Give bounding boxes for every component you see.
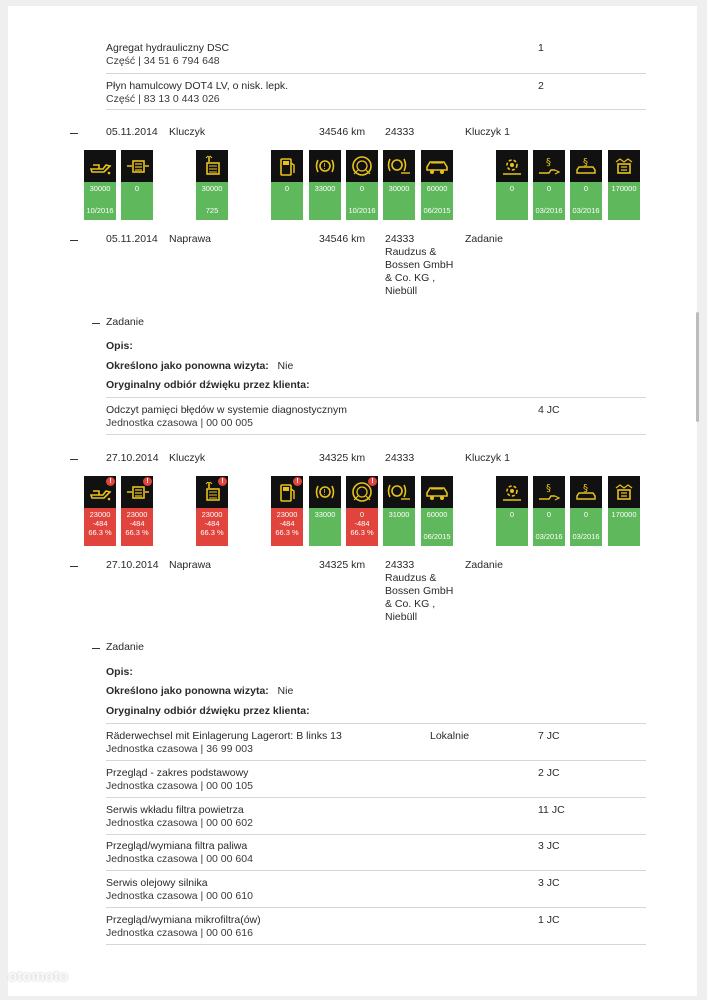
entry-mileage: 34546 km	[319, 126, 366, 138]
service-tile-status	[383, 182, 415, 220]
revisit-row	[106, 360, 293, 373]
job-name: Przegląd/wymiana mikrofiltra(ów)	[106, 914, 261, 926]
tile-date: 03/2016	[535, 206, 563, 215]
service-tile	[196, 150, 228, 220]
tile-delta	[84, 193, 116, 200]
tile-date: 66.3 %	[200, 528, 224, 537]
fuel-icon	[271, 150, 303, 182]
entry-extra: Zadanie	[465, 559, 503, 571]
tile-value: 0	[509, 510, 515, 519]
svg-text:§: §	[546, 483, 551, 494]
tile-value: 60000	[426, 184, 448, 193]
entry-dealer: 24333 Raudzus & Bossen GmbH & Co. KG , Niebüll	[385, 233, 454, 297]
service-tile-status	[608, 508, 640, 546]
tile-delta	[383, 193, 415, 200]
front-brakes-icon	[309, 150, 341, 182]
service-tile-status	[608, 182, 640, 220]
service-tile-status	[421, 508, 453, 546]
revisit-label: Określono jako ponowna wizyta:	[106, 360, 269, 372]
tile-value: 33000	[314, 184, 336, 193]
job-qty: 11 JC	[538, 804, 565, 816]
cabin-filter-icon	[121, 150, 153, 182]
service-tile-status	[346, 182, 378, 220]
tile-delta: -484	[92, 519, 108, 528]
service-tile-status	[121, 508, 153, 546]
entry-dealer: 24333	[385, 126, 415, 138]
warning-icon: !	[293, 477, 302, 486]
job-name: Serwis wkładu filtra powietrza	[106, 804, 244, 816]
oil-icon	[84, 476, 116, 508]
service-tile	[84, 476, 116, 546]
tile-value: 33000	[314, 510, 336, 519]
job-code: Jednostka czasowa | 36 99 003	[106, 743, 253, 755]
sound-label: Oryginalny odbiór dźwięku przez klienta:	[106, 379, 310, 391]
tile-value: 30000	[388, 184, 410, 193]
tile-delta	[533, 193, 565, 200]
tile-date: 03/2016	[535, 532, 563, 541]
service-tile-status	[271, 508, 303, 546]
job-location: Lokalnie	[430, 730, 470, 742]
vehicle-check-icon	[421, 150, 453, 182]
job-code: Jednostka czasowa | 00 00 604	[106, 853, 253, 865]
service-tile	[496, 150, 528, 220]
part-name: Płyn hamulcowy DOT4 LV, o nisk. lepk.	[106, 80, 289, 92]
tile-delta	[346, 193, 378, 200]
spark-plug-icon	[608, 476, 640, 508]
divider	[106, 870, 646, 871]
tile-date: 06/2015	[423, 532, 451, 541]
tile-value: 0	[284, 184, 290, 193]
service-tile-status	[309, 508, 341, 546]
tile-date: 66.3 %	[88, 528, 112, 537]
entry-date: 05.11.2014	[106, 233, 158, 245]
divider	[106, 907, 646, 908]
tile-value: 0	[546, 184, 552, 193]
service-tile-status	[346, 508, 378, 546]
svg-text:!: !	[323, 488, 327, 497]
service-tile-status	[383, 508, 415, 546]
part-number: Część | 34 51 6 794 648	[106, 55, 220, 67]
job-code: Jednostka czasowa | 00 00 610	[106, 890, 253, 902]
warning-icon: !	[143, 477, 152, 486]
description-label: Opis:	[106, 666, 133, 678]
entry-dealer: 24333 Raudzus & Bossen GmbH & Co. KG , Niebüll	[385, 559, 454, 623]
entry-extra: Kluczyk 1	[465, 126, 510, 138]
service-tile	[121, 150, 153, 220]
job-name: Odczyt pamięci błędów w systemie diagnostycznym	[106, 404, 348, 416]
service-indicator-row	[8, 476, 697, 548]
service-history-page	[8, 6, 697, 996]
watermark: otomoto	[8, 968, 68, 985]
job-name: Przegląd/wymiana filtra paliwa	[106, 840, 248, 852]
collapse-toggle[interactable]	[70, 566, 78, 567]
task-title: Zadanie	[106, 316, 144, 328]
service-tile	[84, 150, 116, 220]
entry-date: 27.10.2014	[106, 559, 159, 571]
service-tile-status	[533, 182, 565, 220]
tile-delta	[533, 519, 565, 526]
entry-date: 05.11.2014	[106, 126, 158, 138]
svg-text:§: §	[583, 483, 588, 494]
job-code: Jednostka czasowa | 00 00 005	[106, 417, 253, 429]
tile-date: 725	[205, 206, 219, 215]
scrollbar[interactable]	[696, 312, 699, 422]
tile-delta	[421, 193, 453, 200]
service-tile	[309, 476, 341, 546]
fuel-filter-icon	[196, 476, 228, 508]
entry-extra: Kluczyk 1	[465, 452, 510, 464]
tile-date: 10/2016	[348, 206, 376, 215]
job-qty: 3 JC	[538, 840, 560, 852]
service-tile	[346, 476, 378, 546]
tile-date: 66.3 %	[125, 528, 149, 537]
service-tile	[533, 476, 565, 546]
tile-date: 03/2016	[572, 206, 600, 215]
tile-delta	[608, 193, 640, 200]
service-tile-status	[196, 508, 228, 546]
tile-value: 0	[546, 510, 552, 519]
svg-text:§: §	[583, 157, 588, 168]
entry-type: Naprawa	[169, 559, 212, 571]
tile-value: 0	[359, 184, 365, 193]
tile-value: 23000	[201, 510, 223, 519]
tile-value: 30000	[201, 184, 223, 193]
service-tile	[196, 476, 228, 546]
job-code: Jednostka czasowa | 00 00 602	[106, 817, 253, 829]
warning-icon: !	[218, 477, 227, 486]
entry-extra: Zadanie	[465, 233, 503, 245]
entry-type: Kluczyk	[169, 126, 206, 138]
service-tile	[570, 476, 602, 546]
job-name: Przegląd - zakres podstawowy	[106, 767, 249, 779]
rear-brakes-icon	[383, 476, 415, 508]
collapse-toggle[interactable]	[70, 133, 78, 134]
rear-brakes-icon	[383, 150, 415, 182]
tile-delta: -484	[204, 519, 220, 528]
service-tile-status	[121, 182, 153, 220]
entry-dealer: 24333	[385, 452, 415, 464]
divider	[106, 434, 646, 435]
service-tile	[383, 150, 415, 220]
job-code: Jednostka czasowa | 00 00 105	[106, 780, 253, 792]
tile-delta	[383, 519, 415, 526]
service-tile-status	[309, 182, 341, 220]
collapse-toggle[interactable]	[70, 459, 78, 460]
service-tile-status	[496, 182, 528, 220]
service-indicator-row	[8, 150, 697, 222]
revisit-label: Określono jako ponowna wizyta:	[106, 685, 269, 697]
tile-delta	[309, 193, 341, 200]
brake-fluid-icon	[346, 150, 378, 182]
tile-value: 60000	[426, 510, 448, 519]
tile-date: 03/2016	[572, 532, 600, 541]
divider	[106, 834, 646, 835]
service-tile	[421, 150, 453, 220]
service-tile	[496, 476, 528, 546]
divider	[106, 397, 646, 398]
tile-delta	[196, 193, 228, 200]
divider	[106, 760, 646, 761]
tile-value: 31000	[388, 510, 410, 519]
tile-delta: -484	[354, 519, 370, 528]
tile-delta	[121, 193, 153, 200]
revisit-value: Nie	[277, 685, 294, 697]
service-tile-status	[570, 508, 602, 546]
divider	[106, 723, 646, 724]
job-qty: 7 JC	[538, 730, 560, 742]
service-tile-status	[570, 182, 602, 220]
spark-plug-icon	[608, 150, 640, 182]
service-tile-status	[84, 508, 116, 546]
tile-date: 66.3 %	[350, 528, 374, 537]
vehicle-check-icon	[421, 476, 453, 508]
job-name: Räderwechsel mit Einlagerung Lagerort: B links 13	[106, 730, 342, 742]
job-qty: 4 JC	[538, 404, 560, 416]
tile-delta	[570, 193, 602, 200]
warning-icon: !	[368, 477, 377, 486]
tile-delta	[309, 519, 341, 526]
tile-delta	[421, 519, 453, 526]
divider	[106, 944, 646, 945]
job-qty: 1 JC	[538, 914, 560, 926]
service-tile	[383, 476, 415, 546]
tile-date: 10/2016	[86, 206, 114, 215]
service-tile-status	[84, 182, 116, 220]
service-tile-status	[421, 182, 453, 220]
entry-type: Naprawa	[169, 233, 212, 245]
job-qty: 3 JC	[538, 877, 560, 889]
part-qty: 1	[538, 42, 544, 54]
task-title: Zadanie	[106, 641, 144, 653]
part-number: Część | 83 13 0 443 026	[106, 93, 220, 105]
revisit-value: Nie	[277, 360, 294, 372]
job-code: Jednostka czasowa | 00 00 616	[106, 927, 253, 939]
collapse-toggle[interactable]	[70, 240, 78, 241]
divider	[106, 73, 646, 74]
tile-delta: -484	[279, 519, 295, 528]
tile-delta	[570, 519, 602, 526]
vehicle-inspection-icon	[570, 150, 602, 182]
tile-value: 170000	[611, 184, 637, 193]
tile-delta: -484	[129, 519, 145, 528]
job-qty: 2 JC	[538, 767, 560, 779]
service-tile	[121, 476, 153, 546]
entry-mileage: 34325 km	[319, 452, 366, 464]
tile-delta	[496, 519, 528, 526]
svg-text:!: !	[323, 162, 327, 171]
vehicle-inspection-icon	[570, 476, 602, 508]
tile-value: 0	[134, 184, 140, 193]
emission-inspection-icon	[533, 150, 565, 182]
service-tile-status	[533, 508, 565, 546]
tile-value: 0	[509, 184, 515, 193]
front-brakes-icon	[309, 476, 341, 508]
revisit-row	[106, 685, 293, 698]
oil-icon	[84, 150, 116, 182]
service-tile-status	[196, 182, 228, 220]
collapse-toggle[interactable]	[92, 323, 100, 324]
entry-type: Kluczyk	[169, 452, 206, 464]
divider	[106, 797, 646, 798]
entry-date: 27.10.2014	[106, 452, 159, 464]
tile-value: 0	[359, 510, 365, 519]
service-tile	[346, 150, 378, 220]
service-tile-status	[496, 508, 528, 546]
tile-delta	[496, 193, 528, 200]
collapse-toggle[interactable]	[92, 648, 100, 649]
service-tile	[421, 476, 453, 546]
tile-value: 23000	[89, 510, 111, 519]
emission-inspection-icon	[533, 476, 565, 508]
service-tile	[271, 150, 303, 220]
brake-fluid-icon	[346, 476, 378, 508]
cabin-filter-icon	[121, 476, 153, 508]
tile-value: 23000	[276, 510, 298, 519]
tile-value: 170000	[611, 510, 637, 519]
engine-service-icon	[496, 150, 528, 182]
fuel-filter-icon	[196, 150, 228, 182]
description-label: Opis:	[106, 340, 133, 352]
tile-value: 23000	[126, 510, 148, 519]
tile-value: 30000	[89, 184, 111, 193]
service-tile	[608, 476, 640, 546]
part-name: Agregat hydrauliczny DSC	[106, 42, 230, 54]
svg-text:§: §	[546, 157, 551, 168]
tile-value: 0	[583, 510, 589, 519]
entry-mileage: 34325 km	[319, 559, 366, 571]
tile-value: 0	[583, 184, 589, 193]
fuel-icon	[271, 476, 303, 508]
service-tile-status	[271, 182, 303, 220]
sound-label: Oryginalny odbiór dźwięku przez klienta:	[106, 705, 310, 717]
service-tile	[533, 150, 565, 220]
service-tile	[309, 150, 341, 220]
part-qty: 2	[538, 80, 544, 92]
divider	[106, 109, 646, 110]
job-name: Serwis olejowy silnika	[106, 877, 208, 889]
warning-icon: !	[106, 477, 115, 486]
tile-date: 66.3 %	[275, 528, 299, 537]
engine-service-icon	[496, 476, 528, 508]
tile-date: 06/2015	[423, 206, 451, 215]
service-tile	[608, 150, 640, 220]
service-tile	[570, 150, 602, 220]
tile-delta	[271, 193, 303, 200]
entry-mileage: 34546 km	[319, 233, 366, 245]
tile-delta	[608, 519, 640, 526]
service-tile	[271, 476, 303, 546]
